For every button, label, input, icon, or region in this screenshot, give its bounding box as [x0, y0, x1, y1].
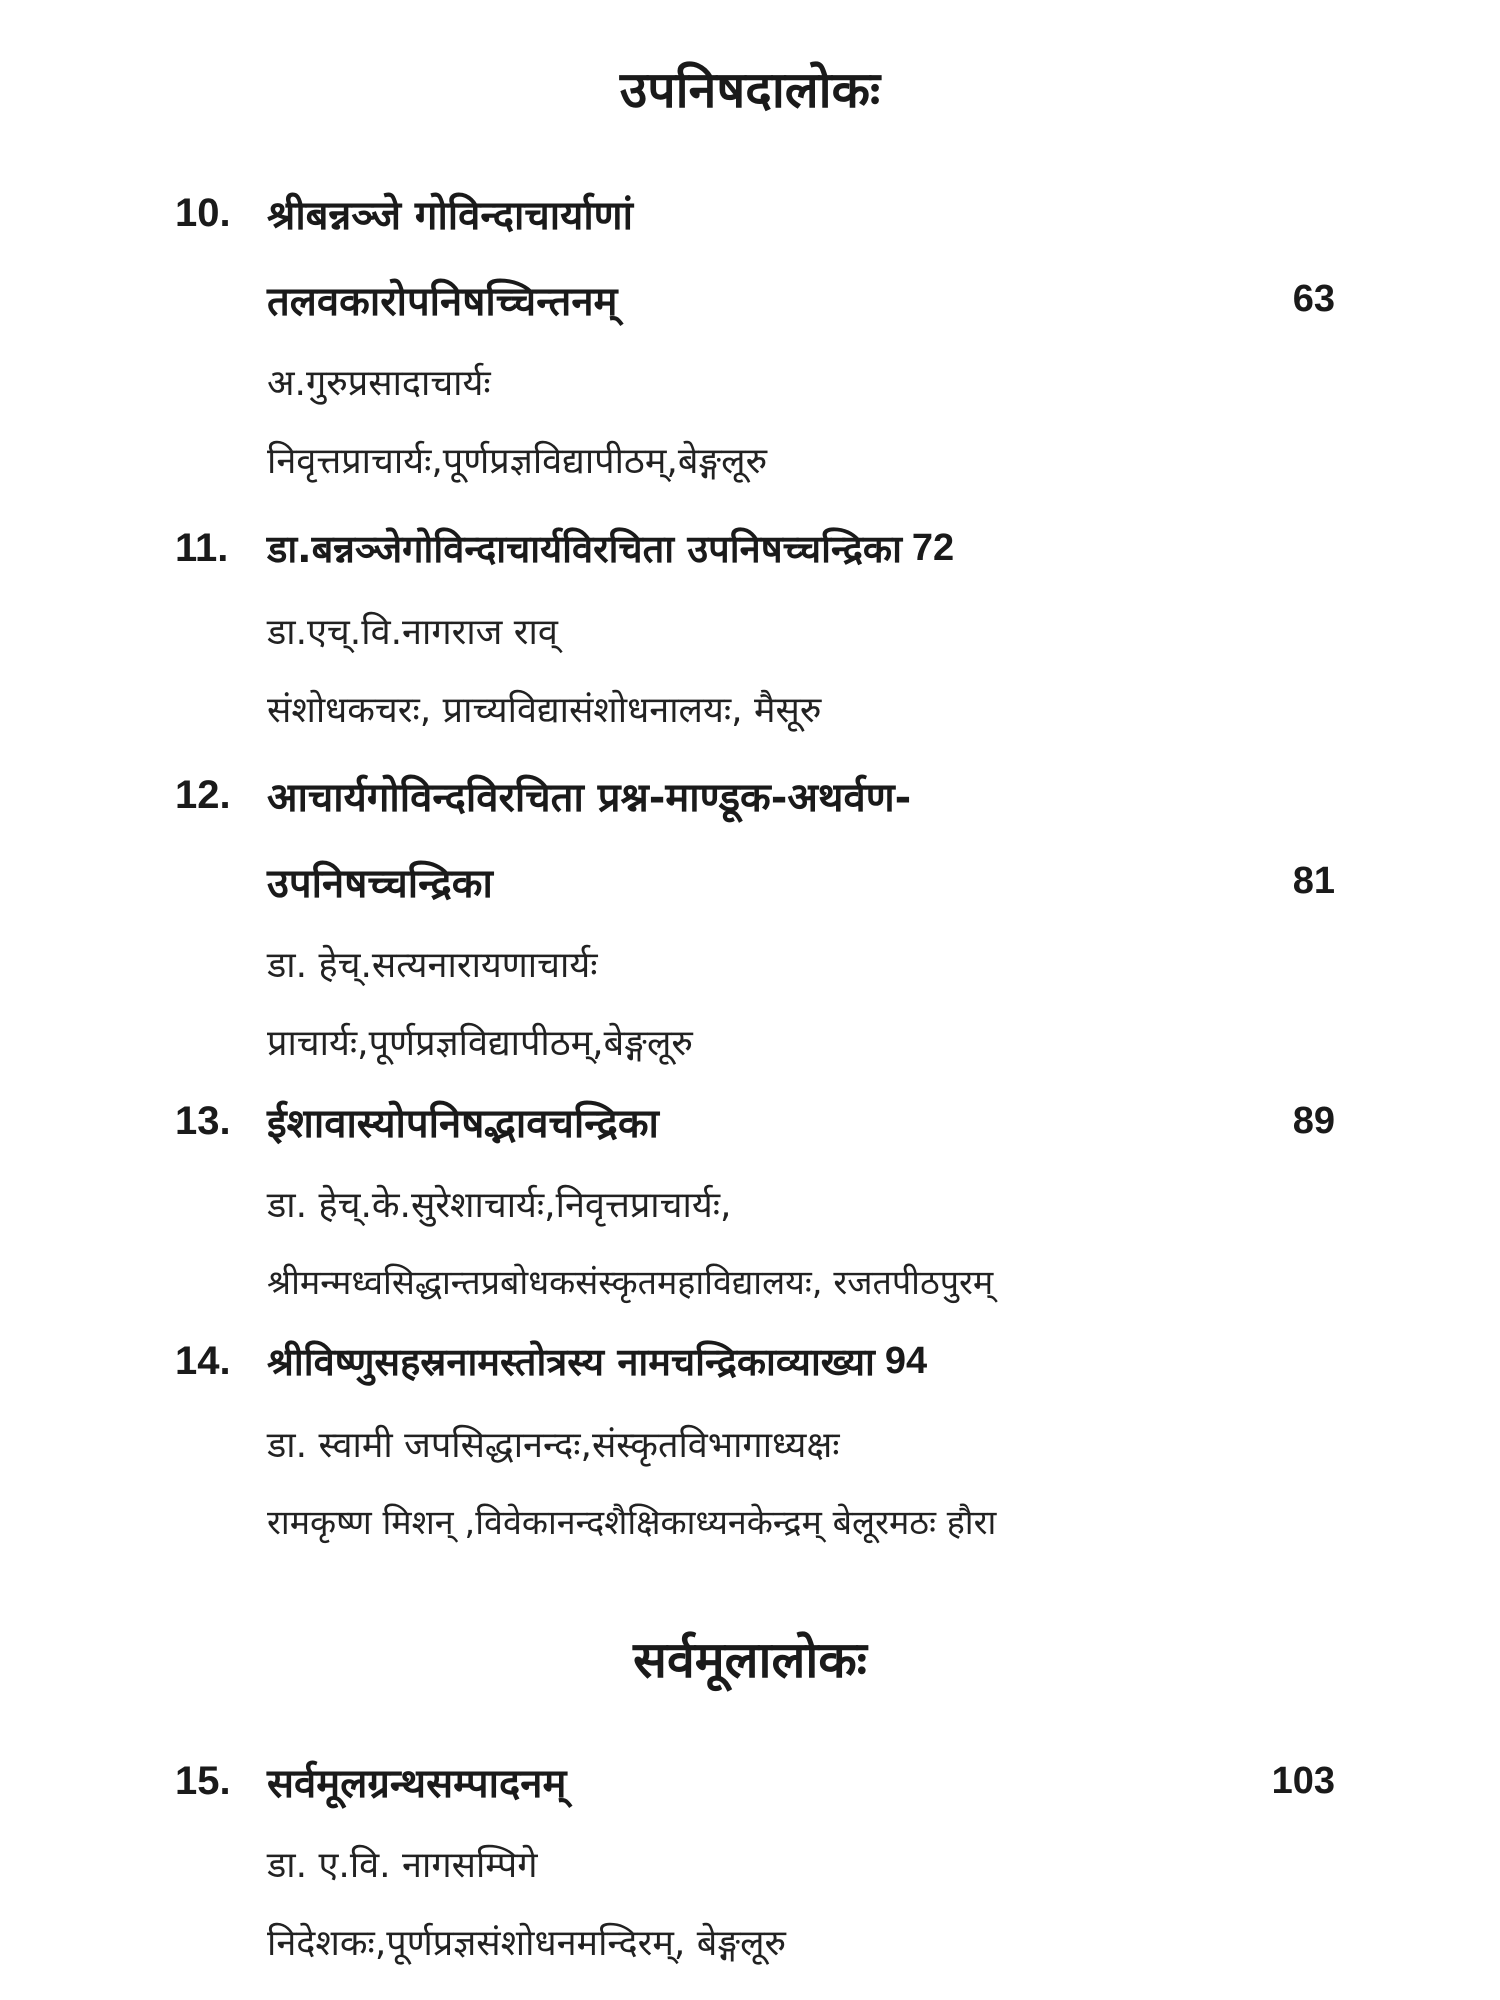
entry-affiliation: श्रीमन्मध्वसिद्धान्तप्रबोधकसंस्कृतमहाविद्यालयः, रजतपीठपुरम् — [267, 1263, 994, 1303]
toc-entry-13 — [175, 1078, 1335, 1320]
entry-title-line — [175, 170, 1335, 256]
toc-entry-14 — [175, 1318, 1335, 1560]
entry-affiliation: संशोधकचरः, प्राच्यविद्यासंशोधनालयः, मैसूरु — [267, 689, 822, 731]
entry-author: डा.एच्.वि.नागराज राव् — [267, 611, 558, 653]
entry-title-continued: उपनिषच्चन्द्रिका — [267, 860, 493, 907]
entry-title: ईशावास्योपनिषद्भावचन्द्रिका — [267, 1100, 659, 1147]
entry-title: सर्वमूलग्रन्थसम्पादनम् — [267, 1760, 567, 1807]
entry-author-line — [175, 591, 1335, 669]
entry-affiliation: निदेशकः,पूर्णप्रज्ञसंशोधनमन्दिरम्, बेङ्गलूरु — [267, 1922, 787, 1964]
entry-author: अ.गुरुप्रसादाचार्यः — [267, 362, 491, 404]
entry-number: 12. — [175, 772, 231, 817]
entry-number: 14. — [175, 1338, 231, 1383]
entry-title: श्रीविष्णुसहस्रनामस्तोत्रस्य नामचन्द्रिकाव्याख्या — [267, 1340, 875, 1384]
entry-affiliation: रामकृष्ण मिशन् ,विवेकानन्दशैक्षिकाध्यनकेन्द्रम् बेलूरमठः हौरा — [267, 1503, 997, 1543]
entry-page-number: 72 — [911, 526, 955, 569]
toc-entry-15 — [175, 1738, 1335, 1980]
entry-page-number: 94 — [884, 1339, 928, 1382]
entry-title-line — [175, 256, 1335, 342]
entry-title-line — [175, 1318, 1335, 1404]
entry-affiliation: निवृत्तप्राचार्यः,पूर्णप्रज्ञविद्यापीठम्,बेङ्गलूरु — [267, 440, 768, 482]
toc-entry-10 — [175, 170, 1335, 498]
entry-author-line — [175, 1164, 1335, 1242]
entry-title-line — [175, 1078, 1335, 1164]
entry-page-number: 63 — [1292, 277, 1335, 320]
entry-author-line — [175, 924, 1335, 1002]
entry-author: डा. हेच्.सत्यनारायणाचार्यः — [267, 944, 598, 986]
entry-page-number: 103 — [1271, 1759, 1335, 1802]
entry-number: 15. — [175, 1758, 231, 1803]
entry-affiliation-line — [175, 1242, 1335, 1320]
entry-title: आचार्यगोविन्दविरचिता प्रश्न-माण्डूक-अथर्वण- — [267, 774, 912, 821]
entry-affiliation: प्राचार्यः,पूर्णप्रज्ञविद्यापीठम्,बेङ्गलूरु — [267, 1022, 693, 1064]
entry-affiliation-line — [175, 420, 1335, 498]
entry-title-line — [175, 838, 1335, 924]
entry-number: 11. — [175, 525, 229, 570]
entry-page-number: 81 — [1292, 859, 1335, 902]
entry-author-line — [175, 342, 1335, 420]
entry-title: डा.बन्नञ्जेगोविन्दाचार्यविरचिता उपनिषच्चन्द्रिका — [267, 527, 902, 571]
entry-author: डा. हेच्.के.सुरेशाचार्यः,निवृत्तप्राचार्यः, — [267, 1184, 732, 1226]
entry-title: श्रीबन्नञ्जे गोविन्दाचार्याणां — [267, 192, 633, 239]
entry-title-line — [175, 505, 1335, 591]
entry-author: डा. ए.वि. नागसम्पिगे — [267, 1844, 538, 1886]
entry-affiliation-line — [175, 669, 1335, 747]
entry-title-line — [175, 752, 1335, 838]
entry-title-line — [175, 1738, 1335, 1824]
entry-affiliation-line — [175, 1002, 1335, 1080]
entry-number: 10. — [175, 190, 231, 235]
entry-author: डा. स्वामी जपसिद्धानन्दः,संस्कृतविभागाध्यक्षः — [267, 1424, 840, 1466]
entry-affiliation-line — [175, 1902, 1335, 1980]
toc-entry-12 — [175, 752, 1335, 1080]
section-heading-sarvamula: सर्वमूलालोकः — [633, 1631, 867, 1689]
toc-entry-11 — [175, 505, 1335, 747]
entry-number: 13. — [175, 1098, 231, 1143]
entry-page-number: 89 — [1292, 1099, 1335, 1142]
entry-author-line — [175, 1824, 1335, 1902]
entry-title-continued: तलवकारोपनिषच्चिन्तनम् — [267, 278, 618, 325]
section-heading-upanishad: उपनिषदालोकः — [619, 61, 881, 119]
entry-author-line — [175, 1404, 1335, 1482]
entry-affiliation-line — [175, 1482, 1335, 1560]
